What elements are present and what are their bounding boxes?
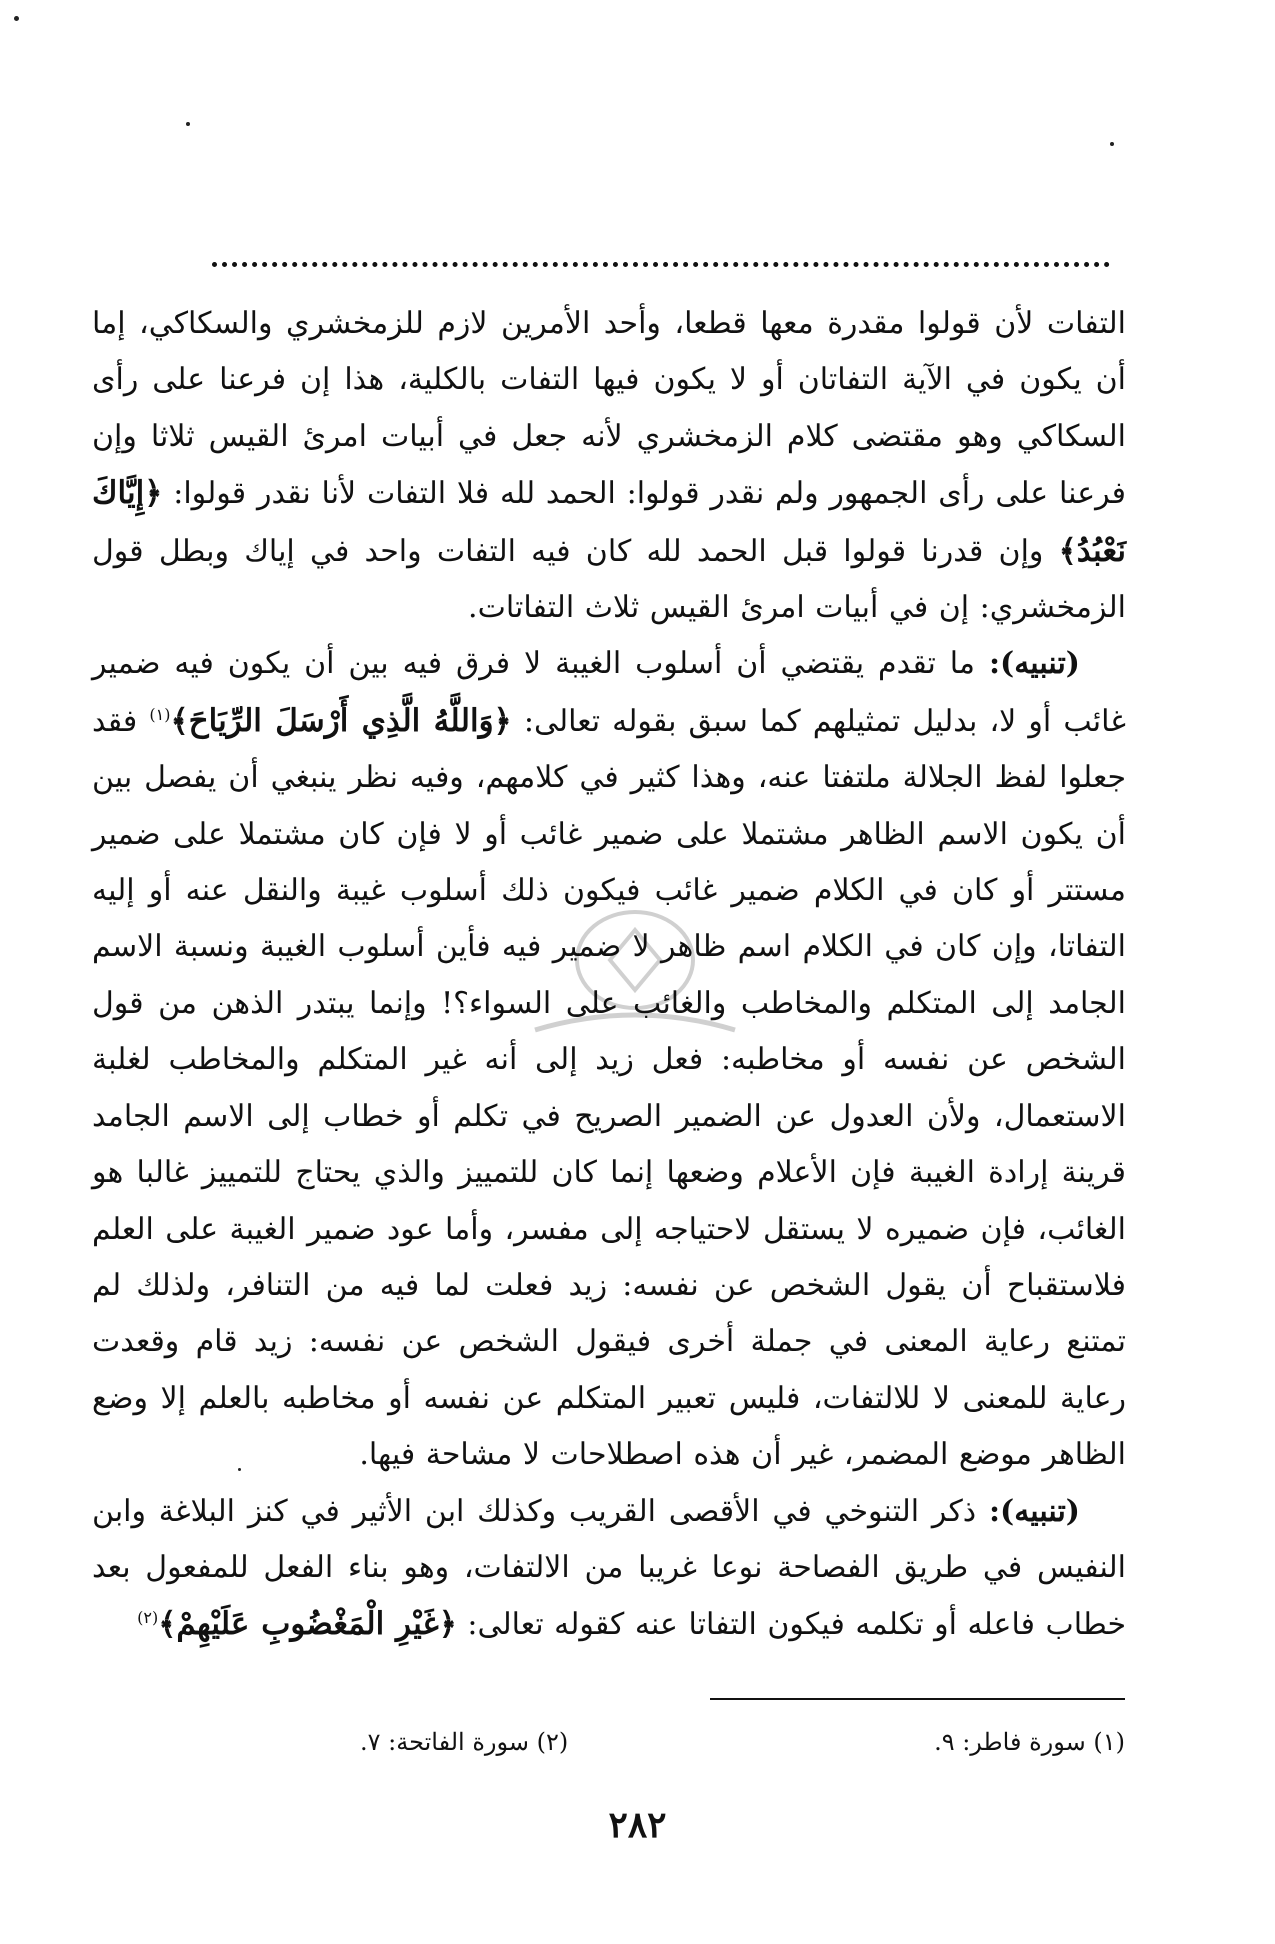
paragraph-1-text-cont: وإن قدرنا قولوا قبل الحمد لله كان فيه التفات واحد في إياك وبطل قول الزمخشري: إن في أبيات امرئ القيس ثلاث التفاتات. bbox=[92, 533, 1126, 626]
footnote-ref-2[interactable]: (٢) bbox=[137, 1608, 159, 1628]
note-heading: (تنبيه): bbox=[988, 1493, 1080, 1529]
footnotes bbox=[360, 1722, 1125, 1762]
footnote-1: (١) سورة فاطر: ٩. bbox=[934, 1728, 1125, 1756]
quran-quote: ﴿إِيَّاكَ نَعْبُدُ﴾ bbox=[92, 475, 1126, 569]
main-text bbox=[92, 296, 1126, 1654]
paragraph-2-text: ما تقدم يقتضي أن أسلوب الغيبة لا فرق فيه بين أن يكون فيه ضمير غائب أو لا، بدليل تمثيلهم كما سبق بقوله تعالى: bbox=[92, 646, 1126, 739]
paragraph-1 bbox=[92, 296, 1126, 636]
scan-speck bbox=[186, 122, 190, 126]
paragraph-3-text: ذكر التنوخي في الأقصى القريب وكذلك ابن الأثير في كنز البلاغة وابن النفيس في طريق الفصاحة نوعا غريبا من الالتفات، وهو بناء الفعل للمفعول بعد خطاب فاعله أو تكلمه فيكون التفاتا عنه كقوله تعالى: bbox=[92, 1493, 1126, 1643]
scan-speck bbox=[14, 16, 19, 21]
scan-speck bbox=[238, 1468, 241, 1471]
quran-quote: ﴿غَيْرِ الْمَغْضُوبِ عَلَيْهِمْ﴾ bbox=[158, 1606, 457, 1643]
footnote-2: (٢) سورة الفاتحة: ٧. bbox=[360, 1728, 569, 1756]
scan-speck bbox=[1110, 142, 1114, 146]
footnote-ref-1[interactable]: (١) bbox=[149, 704, 171, 724]
paragraph-2 bbox=[92, 636, 1126, 1483]
page-number: ٢٨٢ bbox=[608, 1804, 667, 1846]
note-heading: (تنبيه): bbox=[988, 646, 1080, 682]
quran-quote: ﴿وَاللَّهُ الَّذِي أَرْسَلَ الرِّيَاحَ﴾ bbox=[170, 702, 512, 739]
paragraph-3 bbox=[92, 1484, 1126, 1654]
header-dotted-rule bbox=[212, 262, 1110, 267]
paragraph-2-text-cont: فقد جعلوا لفظ الجلالة ملتفتا عنه، وهذا كثير في كلامهم، وفيه نظر ينبغي أن يفصل بين أن يكون الاسم الظاهر مشتملا على ضمير غائب أو لا فإن كان مشتملا على ضمير مستتر أو كان في الكلام ضمير غائب فيكون ذلك أسلوب غيبة والنقل عنه أو إليه التفاتا، وإن كان في الكلام اسم ظاهر لا ضمير فيه فأين أسلوب الغيبة ونسبة الاسم الجامد إلى المتكلم والمخاطب والغائب على السواء؟! وإنما يبتدر الذهن من قول الشخص عن نفسه أو مخاطبه: فعل زيد إلى أنه غير المتكلم والمخاطب لغلبة الاستعمال، ولأن العدول عن الضمير الصريح في تكلم أو خطاب إلى الاسم الجامد قرينة إرادة الغيبة فإن الأعلام وضعها إنما كان للتمييز والذي يحتاج للتمييز غالبا هو الغائب، فإن ضميره لا يستقل لاحتياجه إلى مفسر، وأما عود ضمير الغيبة على العلم فلاستقباح أن يقول الشخص عن نفسه: زيد فعلت لما فيه من التنافر، ولذلك لم تمتنع رعاية المعنى في جملة أخرى فيقول الشخص عن نفسه: زيد قام وقعدت رعاية للمعنى لا للالتفات، فليس تعبير المتكلم عن نفسه أو مخاطبه بالعلم إلا وضع الظاهر موضع المضمر، غير أن هذه اصطلاحات لا مشاحة فيها. bbox=[92, 703, 1126, 1473]
paragraph-1-text: التفات لأن قولوا مقدرة معها قطعا، وأحد الأمرين لازم للزمخشري والسكاكي، إما أن يكون في الآية التفاتان أو لا يكون فيها التفات بالكلية، هذا إن فرعنا على رأى السكاكي وهو مقتضى كلام الزمخشري لأنه جعل في أبيات امرئ القيس ثلاثا وإن فرعنا على رأى الجمهور ولم نقدر قولوا: الحمد لله فلا التفات لأنا نقدر قولوا: bbox=[92, 306, 1127, 512]
footnote-separator bbox=[710, 1698, 1125, 1700]
